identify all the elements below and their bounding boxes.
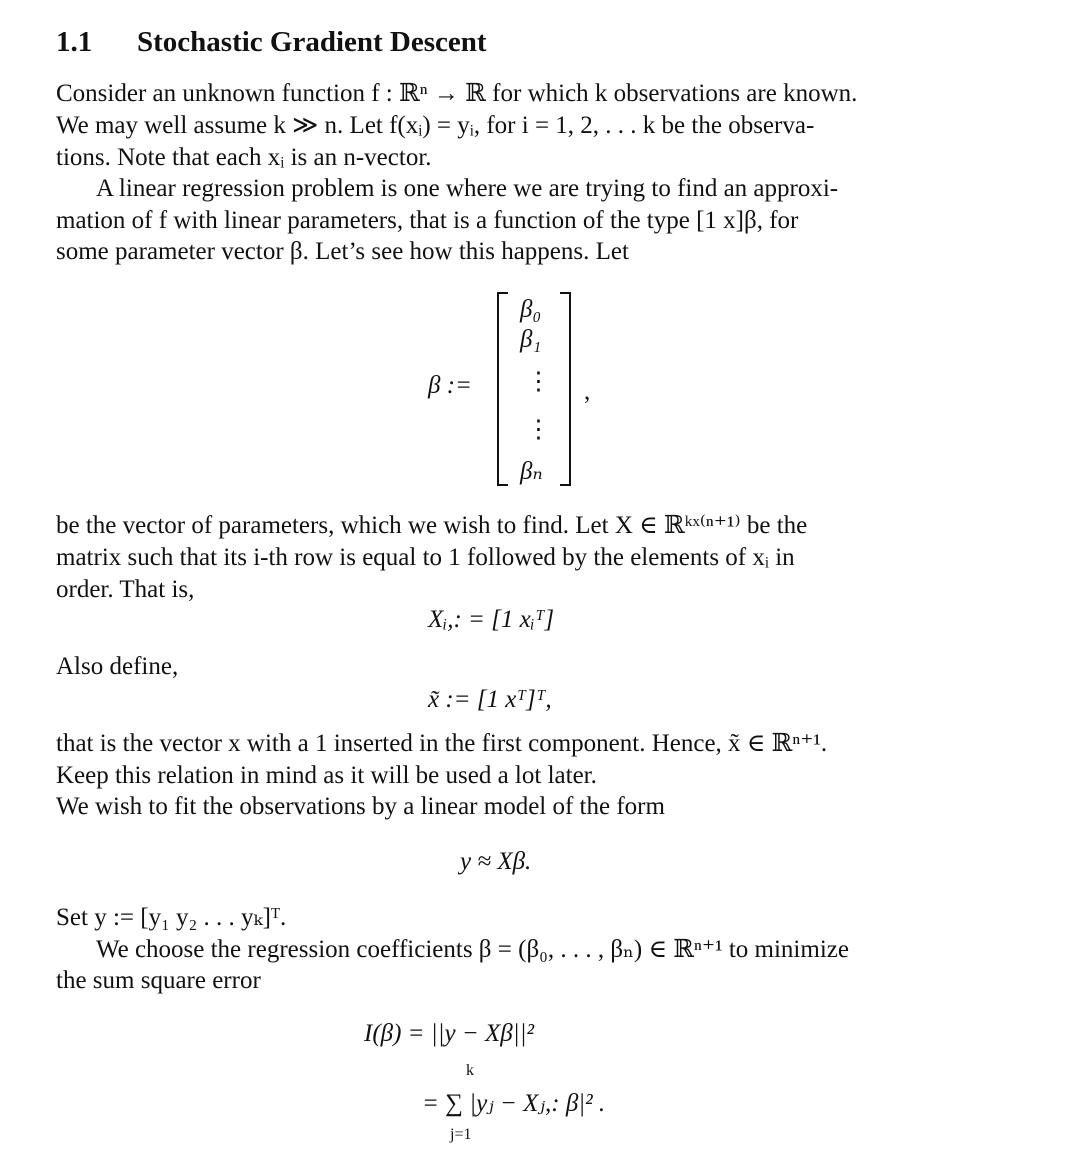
paragraph-line: We choose the regression coefficients β = (β₀, . . . , βₙ) ∈ ℝⁿ⁺¹ to minimize <box>96 936 849 963</box>
paragraph-line: some parameter vector β. Let’s see how this happens. Let <box>56 238 629 265</box>
beta-entry: β₀ <box>520 296 542 323</box>
model-equation: y ≈ Xβ. <box>460 848 532 875</box>
paragraph-line: tions. Note that each xᵢ is an n-vector. <box>56 144 432 171</box>
paragraph-line: that is the vector x with a 1 inserted in the first component. Hence, x̃ ∈ ℝⁿ⁺¹. <box>56 730 828 757</box>
beta-entry: ⋮ <box>526 416 551 443</box>
paragraph-line: We may well assume k ≫ n. Let f(xᵢ) = yᵢ, for i = 1, 2, . . . k be the observa- <box>56 112 815 139</box>
section-number: 1.1 <box>56 26 93 58</box>
section-title: Stochastic Gradient Descent <box>137 26 487 58</box>
x-row-equation: Xᵢ,: = [1 xᵢᵀ] <box>428 606 555 633</box>
paragraph-line: the sum square error <box>56 967 261 994</box>
paragraph-line: order. That is, <box>56 576 195 603</box>
x-tilde-equation: x̃ := [1 xᵀ]ᵀ, <box>428 686 552 713</box>
paragraph-line: Consider an unknown function f : ℝⁿ → ℝ for which k observations are known. <box>56 80 858 107</box>
paragraph-line: Set y := [y₁ y₂ . . . yₖ]ᵀ. <box>56 904 287 931</box>
beta-trailing-comma: , <box>584 378 591 405</box>
paragraph-line: A linear regression problem is one where we are trying to find an approxi- <box>96 175 839 202</box>
cost-equation-line-1: I(β) = ||y − Xβ||² <box>364 1020 534 1047</box>
paragraph-line: matrix such that its i-th row is equal to 1 followed by the elements of xᵢ in <box>56 544 795 571</box>
beta-definition-lhs: β := <box>428 372 472 399</box>
beta-entry: βₙ <box>520 458 543 485</box>
matrix-right-bracket <box>560 292 571 486</box>
beta-entry: β₁ <box>520 326 542 353</box>
matrix-left-bracket <box>497 292 508 486</box>
cost-equation-line-2: = ∑ |yⱼ − Xⱼ,: β|² . <box>422 1090 606 1117</box>
paragraph-line: Also define, <box>56 653 179 680</box>
paragraph-line: be the vector of parameters, which we wish to find. Let X ∈ ℝᵏˣ⁽ⁿ⁺¹⁾ be the <box>56 512 808 539</box>
paragraph-line: We wish to fit the observations by a linear model of the form <box>56 793 665 820</box>
sum-lower-limit: j=1 <box>450 1126 472 1143</box>
beta-entry: ⋮ <box>526 368 551 395</box>
sum-upper-limit: k <box>466 1062 474 1079</box>
paragraph-line: Keep this relation in mind as it will be used a lot later. <box>56 762 597 789</box>
paragraph-line: mation of f with linear parameters, that is a function of the type [1 x]β, for <box>56 207 799 234</box>
